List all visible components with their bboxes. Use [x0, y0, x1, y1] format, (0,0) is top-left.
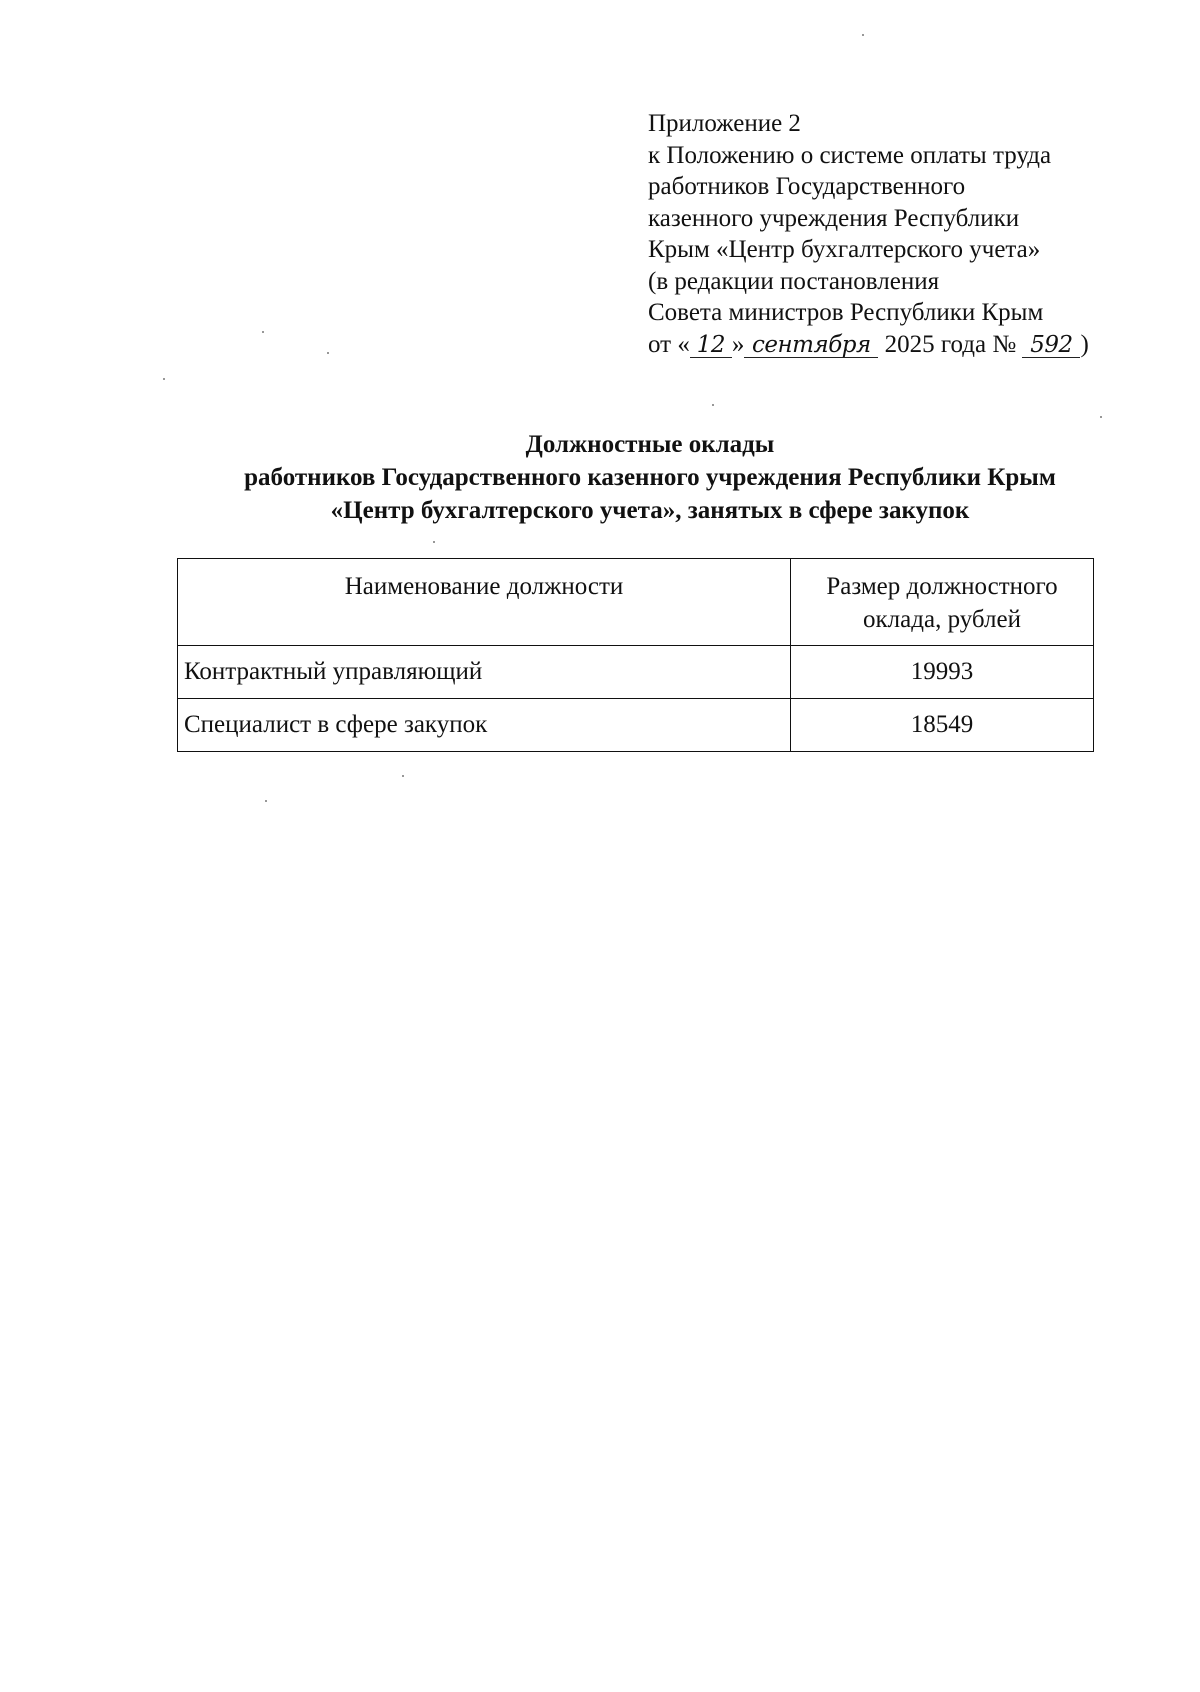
title-line: работников Государственного казенного учреждения Республики Крым	[244, 464, 1056, 491]
appendix-line: к Положению о системе оплаты труда	[648, 141, 1052, 169]
appendix-line: Совета министров Республики Крым	[648, 299, 1044, 326]
scan-speck	[402, 775, 404, 777]
appendix-line: Приложение 2	[648, 110, 801, 137]
resolution-date-line	[648, 329, 1108, 361]
scan-speck	[265, 800, 267, 802]
document-title	[140, 428, 1160, 527]
date-prefix: от «	[648, 330, 690, 358]
day-suffix: »	[731, 330, 745, 358]
appendix-line: работников Государственного	[648, 173, 966, 200]
appendix-line: казенного учреждения Республики	[648, 204, 1020, 232]
salary-cell: 18549	[791, 699, 1094, 752]
position-cell: Специалист в сфере закупок	[178, 699, 791, 752]
handwritten-day: 12	[690, 333, 732, 358]
appendix-header	[648, 108, 1108, 360]
scan-speck	[1100, 416, 1102, 418]
scan-speck	[163, 378, 165, 380]
appendix-line: (в редакции постановления	[648, 267, 940, 295]
year-text: 2025 года №	[884, 330, 1017, 358]
handwritten-month: сентября	[744, 333, 878, 358]
salary-table	[177, 558, 1094, 752]
table-row	[178, 699, 1094, 752]
header-position: Наименование должности	[178, 559, 791, 646]
handwritten-number: 592	[1022, 333, 1080, 358]
scan-speck	[262, 331, 264, 333]
header-salary: Размер должностного оклада, рублей	[791, 559, 1094, 646]
title-line: «Центр бухгалтерского учета», занятых в сфере закупок	[330, 497, 970, 524]
scan-speck	[862, 34, 864, 36]
salary-cell: 19993	[791, 646, 1094, 699]
table-row	[178, 646, 1094, 699]
title-line: Должностные оклады	[525, 431, 775, 458]
scan-speck	[433, 541, 435, 543]
scan-speck	[327, 352, 329, 354]
table-header-row	[178, 559, 1094, 646]
position-cell: Контрактный управляющий	[178, 646, 791, 699]
scan-speck	[712, 404, 714, 406]
closing-paren: )	[1080, 330, 1089, 358]
appendix-line: Крым «Центр бухгалтерского учета»	[648, 236, 1041, 263]
